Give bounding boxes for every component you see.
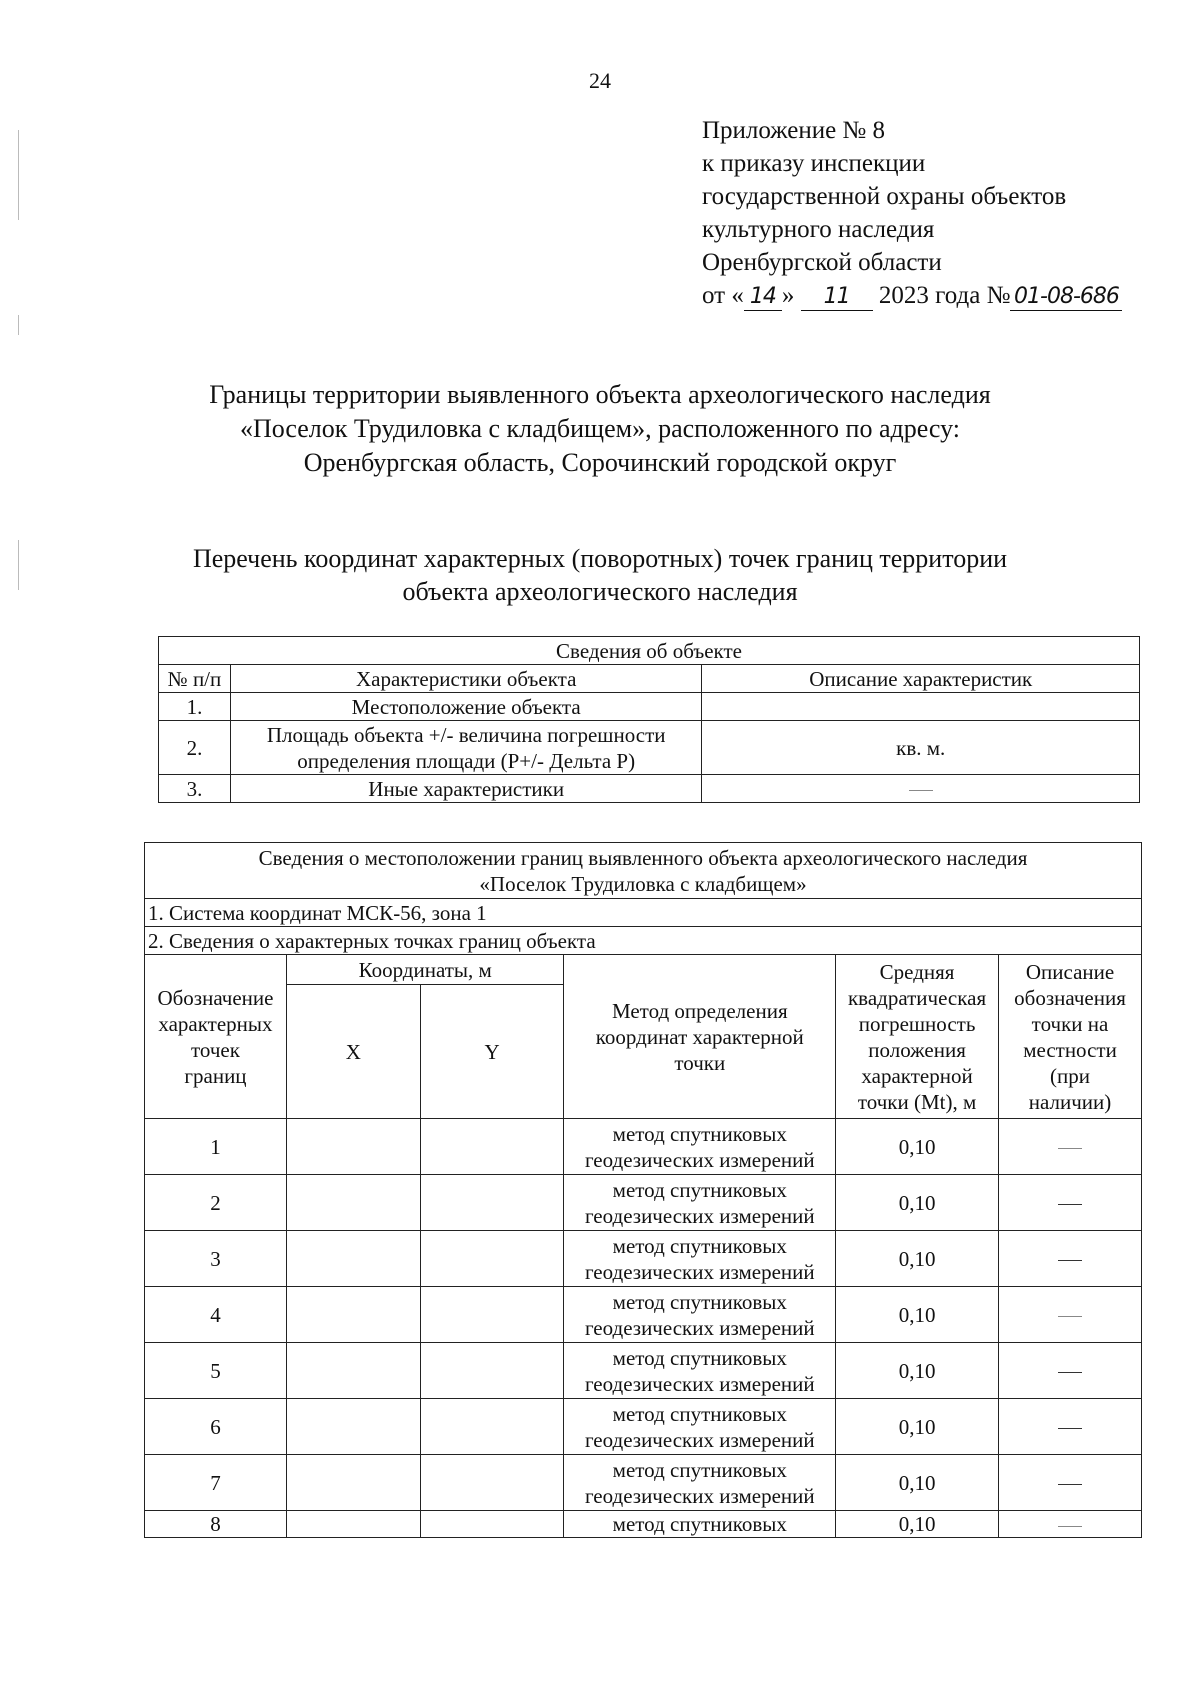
method-line: геодезических измерений [584,1427,815,1452]
point-id: 6 [145,1399,287,1455]
point-description [999,1455,1142,1511]
subtitle-line: Перечень координат характерных (поворотных) точек границ территории [192,544,1008,573]
header-line: погрешность [858,1011,976,1036]
section-heading: 1. Система координат МСК-56, зона 1 [145,899,1142,927]
coord-y [420,1175,564,1231]
mt-value: 0,10 [836,1455,999,1511]
document-title [0,378,1200,480]
coord-x [286,1231,420,1287]
header-y: Y [420,985,564,1119]
dash-mark [1058,1484,1082,1485]
header-method [564,955,836,1119]
table-row [159,721,1140,775]
header-line: характерных [158,1011,273,1036]
point-id: 8 [145,1511,287,1538]
header-line: Обозначение [157,985,274,1010]
table-row [159,693,1140,721]
method-line: геодезических измерений [584,1259,815,1284]
header-line: точек [190,1037,240,1062]
coord-y [420,1231,564,1287]
characteristic-name [230,721,702,775]
method [564,1343,836,1399]
method-line: метод спутниковых [612,1457,787,1482]
characteristic-desc [702,775,1140,803]
mt-value: 0,10 [836,1287,999,1343]
dash-mark [1058,1316,1082,1317]
table-row [159,775,1140,803]
method-line: геодезических измерений [584,1147,815,1172]
coord-y [420,1287,564,1343]
characteristic-name: Иные характеристики [230,775,702,803]
point-description [999,1119,1142,1175]
table-row [145,1231,1142,1287]
scan-edge-mark [18,130,19,220]
coord-x [286,1511,420,1538]
header-line: положения [868,1037,966,1062]
date-prefix: от « [702,282,744,309]
coord-y [420,1119,564,1175]
point-id: 7 [145,1455,287,1511]
mt-value: 0,10 [836,1175,999,1231]
column-header: Описание характеристик [702,665,1140,693]
mt-value: 0,10 [836,1511,999,1538]
header-line: обозначения [1014,985,1126,1010]
dash-mark [1058,1204,1082,1205]
annex-title: Приложение № 8 [702,117,886,144]
subtitle-line: объекта археологического наследия [402,577,798,606]
header-coordinates: Координаты, м [286,955,564,985]
mt-value: 0,10 [836,1399,999,1455]
header-x: X [286,985,420,1119]
header-line: (при [1050,1063,1090,1088]
point-id: 2 [145,1175,287,1231]
method-line: метод спутниковых [612,1177,787,1202]
characteristic-name: Местоположение объекта [230,693,702,721]
annex-line: Оренбургской области [702,249,942,276]
table-caption: Сведения об объекте [159,637,1140,665]
method: метод спутниковых [564,1511,836,1538]
coord-y [420,1511,564,1538]
point-description [999,1287,1142,1343]
header-line: точки (Mt), м [857,1089,977,1114]
characteristic-desc [702,693,1140,721]
date-mid: » [781,282,795,309]
object-info-table [158,636,1140,803]
point-description [999,1343,1142,1399]
header-line: Описание [1025,959,1115,984]
table-row [145,1511,1142,1538]
method-line: геодезических измерений [584,1483,815,1508]
header-line: Метод определения [611,998,788,1023]
row-number: 3. [159,775,231,803]
coord-y [420,1343,564,1399]
section-heading: 2. Сведения о характерных точках границ объекта [145,927,1142,955]
header-line: местности [1023,1037,1117,1062]
method-line: геодезических измерений [584,1371,815,1396]
title-line: Границы территории выявленного объекта археологического наследия [209,380,991,409]
annex-date-line [702,279,1122,312]
method [564,1455,836,1511]
column-header: № п/п [159,665,231,693]
method-line: геодезических измерений [584,1315,815,1340]
characteristic-desc: кв. м. [702,721,1140,775]
title-line: «Поселок Трудиловка с кладбищем», расположенного по адресу: [239,414,960,443]
characteristic-name-line: определения площади (Р+/- Дельта Р) [297,748,636,773]
table-row [145,1119,1142,1175]
annex-line: культурного наследия [702,216,935,243]
header-line: характерной [861,1063,973,1088]
header-line: квадратическая [847,985,987,1010]
header-mean-square-error [836,955,999,1119]
method [564,1399,836,1455]
document-subtitle [0,542,1200,608]
coord-x [286,1399,420,1455]
location-table [144,842,1142,1538]
point-id: 4 [145,1287,287,1343]
dash-mark [909,790,933,791]
coord-x [286,1119,420,1175]
column-header: Характеристики объекта [230,665,702,693]
header-line: границ [184,1063,247,1088]
point-description [999,1511,1142,1538]
point-id: 3 [145,1231,287,1287]
table-caption [145,843,1142,899]
coord-x [286,1455,420,1511]
coord-x [286,1343,420,1399]
table-row [145,1175,1142,1231]
annex-line: к приказу инспекции [702,150,926,177]
table-row [145,1399,1142,1455]
method-line: метод спутниковых [612,1401,787,1426]
coord-y [420,1455,564,1511]
table-row [145,1343,1142,1399]
header-designation [145,955,287,1119]
mt-value: 0,10 [836,1119,999,1175]
caption-line: Сведения о местоположении границ выявленного объекта археологического наследия [258,845,1028,870]
dash-mark [1058,1372,1082,1373]
dash-mark [1058,1148,1082,1149]
annex-header [702,114,1122,312]
scan-edge-mark [18,315,19,335]
dash-mark [1058,1526,1082,1527]
method [564,1175,836,1231]
point-id: 1 [145,1119,287,1175]
date-year: 2023 года № [878,282,1011,309]
method [564,1119,836,1175]
handwritten-order-number: 01-08-686 [1010,284,1122,311]
method-line: метод спутниковых [612,1233,787,1258]
handwritten-day: 14 [744,284,782,311]
header-line: координат характерной [595,1024,804,1049]
method-line: геодезических измерений [584,1203,815,1228]
point-id: 5 [145,1343,287,1399]
header-line: Средняя [879,959,955,984]
table-row [145,1455,1142,1511]
point-description [999,1175,1142,1231]
mt-value: 0,10 [836,1343,999,1399]
annex-line: государственной охраны объектов [702,183,1067,210]
row-number: 2. [159,721,231,775]
method-line: метод спутниковых [612,1345,787,1370]
page-number: 24 [589,68,611,93]
dash-mark [1058,1260,1082,1261]
method [564,1287,836,1343]
method [564,1231,836,1287]
header-line: наличии) [1028,1089,1112,1114]
coord-x [286,1175,420,1231]
handwritten-month: 11 [801,284,873,311]
characteristic-name-line: Площадь объекта +/- величина погрешности [266,722,666,747]
point-description [999,1231,1142,1287]
mt-value: 0,10 [836,1231,999,1287]
title-line: Оренбургская область, Сорочинский городской округ [303,448,897,477]
dash-mark [1058,1428,1082,1429]
coord-x [286,1287,420,1343]
method-line: метод спутниковых [612,1289,787,1314]
table-row [145,1287,1142,1343]
header-point-description [999,955,1142,1119]
coord-y [420,1399,564,1455]
row-number: 1. [159,693,231,721]
header-line: точки [674,1050,726,1075]
point-description [999,1399,1142,1455]
header-line: точки на [1031,1011,1109,1036]
caption-line: «Поселок Трудиловка с кладбищем» [479,871,807,896]
method-line: метод спутниковых [612,1121,787,1146]
